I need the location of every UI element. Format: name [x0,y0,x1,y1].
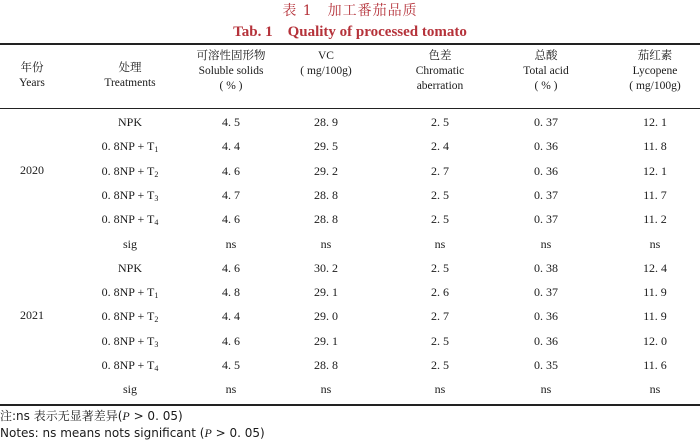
column-header-unit: ( % ) [534,80,558,92]
value-cell: 4. 6 [222,212,240,227]
treatment-name: 0. 8NP + T [101,212,155,227]
treatment-name: 0. 8NP + T [101,358,155,372]
treatment-subscript: 1 [154,291,159,301]
table-top-rule [0,43,700,45]
value-cell: 29. 2 [314,163,338,178]
value-cell: 0. 37 [534,187,558,202]
year-label: 2020 [20,162,44,177]
value-cell: 0. 36 [534,163,558,178]
note-chinese-prefix: 注:ns 表示无显著差异( [0,409,123,423]
value-cell: 0. 35 [534,358,558,372]
column-header-unit: aberration [416,80,464,92]
treatment-cell [75,187,185,207]
year-label: 2021 [20,308,44,323]
treatment-name: NPK [117,260,142,275]
value-cell: 12. 0 [643,333,667,348]
treatment-name: sig [122,236,137,251]
value-cell: 0. 37 [534,115,558,129]
value-cell: ns [649,236,661,251]
value-cell: 2. 5 [431,187,449,202]
column-header-6 [605,49,700,94]
value-cell: 4. 7 [222,187,240,202]
value-cell: ns [540,382,552,397]
value-cell: 4. 5 [222,358,240,372]
treatment-cell [75,236,185,252]
treatment-cell [75,260,185,276]
treatment-cell [75,284,185,304]
column-header-3 [271,49,381,79]
note-chinese [0,408,183,424]
value-cell: 11. 7 [643,187,667,202]
column-header-unit: ( % ) [219,80,243,92]
column-header-4 [385,49,495,94]
treatment-name: 0. 8NP + T [101,285,155,300]
column-header-cn: 可溶性固形物 [196,50,266,62]
column-header-en: Treatments [104,77,156,89]
column-header-cn: 茄红素 [637,50,673,62]
value-cell: 30. 2 [314,260,338,275]
treatment-subscript: 3 [154,193,159,203]
column-header-2 [176,49,286,94]
value-cell: 29. 5 [314,139,338,154]
value-cell: 11. 9 [643,309,667,324]
value-cell: 4. 8 [222,285,240,300]
column-header-cn: 年份 [20,62,44,74]
treatment-name: sig [122,382,137,397]
column-header-cn: 色差 [428,50,452,62]
treatment-cell [75,333,185,353]
value-cell: 2. 6 [431,285,449,300]
treatment-name: 0. 8NP + T [101,187,155,202]
value-cell: 2. 5 [431,358,449,372]
treatment-subscript: 2 [154,169,159,179]
treatment-name: NPK [117,115,142,129]
treatment-subscript: 3 [154,339,159,349]
treatment-name: 0. 8NP + T [101,139,155,154]
value-cell: 4. 5 [222,115,240,129]
treatment-name: 0. 8NP + T [101,163,155,178]
value-cell: 4. 6 [222,260,240,275]
treatment-subscript: 4 [154,364,159,373]
value-cell: 2. 5 [431,115,449,129]
note-chinese-p: P [122,409,130,423]
treatment-name: 0. 8NP + T [101,333,155,348]
value-cell: 11. 6 [643,358,667,372]
value-cell: 12. 1 [643,115,667,129]
treatment-cell [75,138,185,158]
treatment-cell [75,381,185,397]
column-header-en: Chromatic [415,65,465,77]
value-cell: 4. 6 [222,333,240,348]
column-header-cn: 处理 [118,62,142,74]
value-cell: 4. 4 [222,139,240,154]
value-cell: ns [434,382,446,397]
column-header-1 [75,61,185,91]
column-header-5 [496,49,596,94]
value-cell: 2. 7 [431,309,449,324]
column-header-en: Total acid [523,65,569,77]
column-header-en: Years [19,77,45,89]
table-bottom-rule [0,404,700,406]
treatment-subscript: 1 [154,145,159,155]
value-cell: ns [434,236,446,251]
value-cell: 0. 36 [534,139,558,154]
value-cell: 11. 9 [643,285,667,300]
table-title-chinese: 表 1 加工番茄品质 [282,3,418,19]
column-header-unit: ( mg/100g) [629,80,681,92]
column-header-0 [2,61,62,91]
treatment-cell [75,163,185,183]
value-cell: 11. 8 [643,139,667,154]
value-cell: 29. 0 [314,309,338,324]
treatment-subscript: 2 [154,315,159,325]
value-cell: 2. 4 [431,139,449,154]
value-cell: ns [225,382,237,397]
column-header-en: Soluble solids [198,65,264,77]
column-header-en: Lycopene [632,65,678,77]
value-cell: ns [225,236,237,251]
treatment-cell [75,308,185,328]
note-english-suffix: > 0. 05) [211,426,265,440]
value-cell: 12. 4 [643,260,667,275]
note-english-p: P [204,426,212,440]
value-cell: 28. 9 [314,115,338,129]
value-cell: ns [320,236,332,251]
value-cell: 11. 2 [643,212,667,227]
value-cell: 4. 6 [222,163,240,178]
value-cell: 28. 8 [314,212,338,227]
value-cell: 2. 5 [431,260,449,275]
value-cell: 28. 8 [314,187,338,202]
table-title-english: Tab. 1 Quality of processed tomato [233,24,467,40]
value-cell: 0. 36 [534,309,558,324]
value-cell: ns [540,236,552,251]
value-cell: 12. 1 [643,163,667,178]
value-cell: 4. 4 [222,309,240,324]
value-cell: 0. 37 [534,212,558,227]
treatment-cell [75,357,185,377]
value-cell: 0. 37 [534,285,558,300]
value-cell: 29. 1 [314,285,338,300]
value-cell: ns [320,382,332,397]
value-cell: 0. 38 [534,260,558,275]
column-header-en: ( mg/100g) [300,65,352,77]
column-header-cn: 总酸 [534,50,558,62]
treatment-subscript: 4 [154,218,159,228]
treatment-name: 0. 8NP + T [101,309,155,324]
value-cell: 2. 5 [431,333,449,348]
value-cell: ns [649,382,661,397]
value-cell: 2. 7 [431,163,449,178]
note-english-prefix: Notes: ns means nots significant ( [0,426,205,440]
column-header-cn: VC [318,50,334,62]
value-cell: 0. 36 [534,333,558,348]
treatment-cell [75,211,185,231]
value-cell: 29. 1 [314,333,338,348]
table-header-rule [0,108,700,109]
note-chinese-suffix: > 0. 05) [129,409,183,423]
value-cell: 2. 5 [431,212,449,227]
treatment-cell [75,114,185,130]
value-cell: 28. 8 [314,358,338,372]
note-english [0,425,265,441]
